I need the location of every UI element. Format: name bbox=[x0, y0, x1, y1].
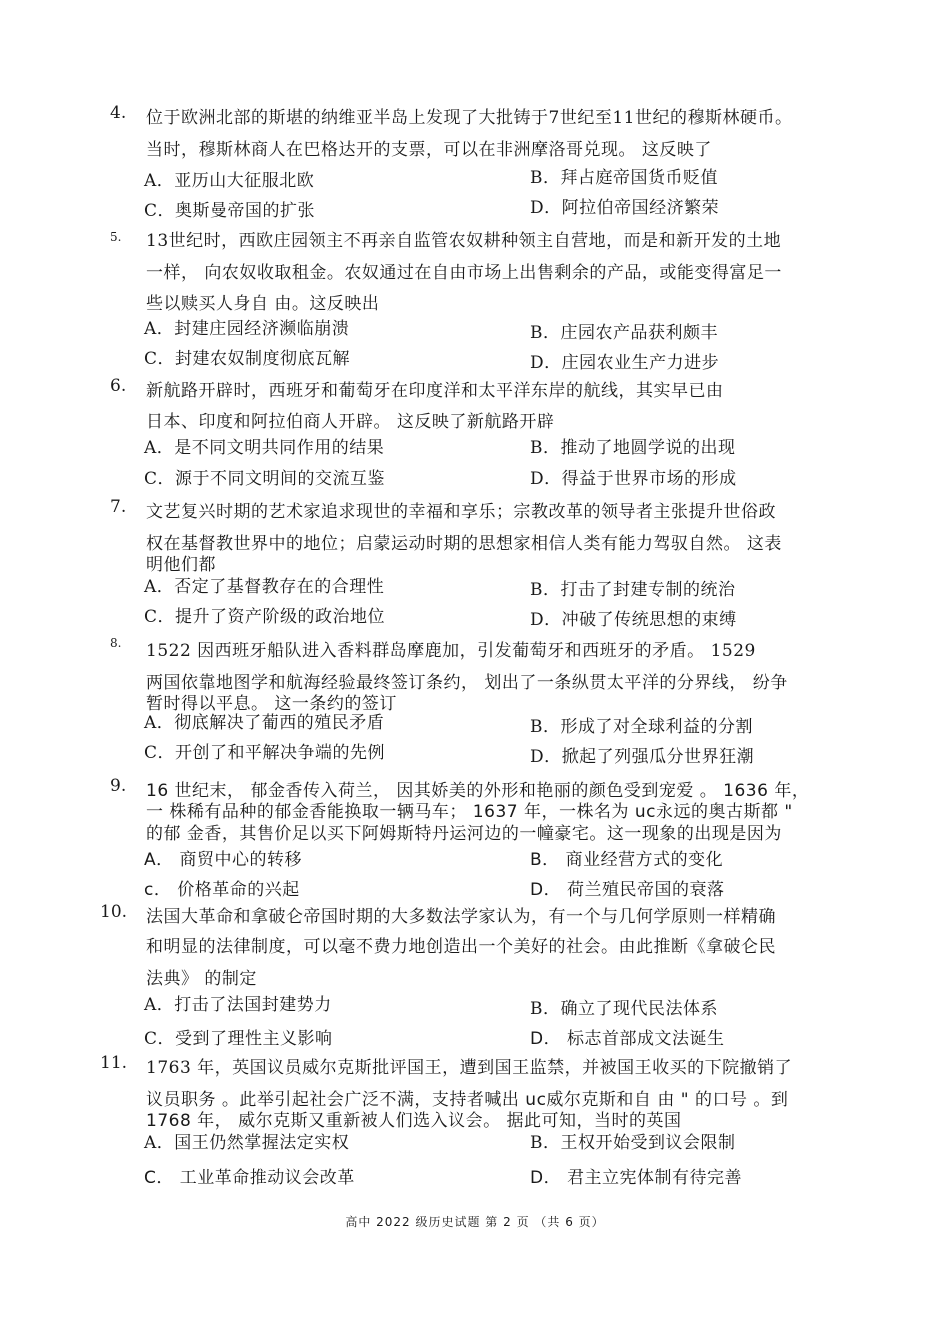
option-c[interactable]: C．源于不同文明间的交流互鉴 bbox=[144, 469, 386, 489]
page-footer: 高中 2022 级历史试题 第 2 页 （共 6 页） bbox=[345, 1215, 605, 1229]
question-text-line: 法典》 的制定 bbox=[146, 969, 257, 989]
question-text-line: 位于欧洲北部的斯堪的纳维亚半岛上发现了大批铸于7世纪至11世纪的穆斯林硬币。 bbox=[146, 108, 793, 128]
question-text-line: 当时，穆斯林商人在巴格达开的支票，可以在非洲摩洛哥兑现。 这反映了 bbox=[146, 140, 712, 160]
question-text-line: 16 世纪末， 郁金香传入荷兰， 因其娇美的外形和艳丽的颜色受到宠爱 。 1636 年， bbox=[146, 781, 810, 801]
option-a[interactable]: A．国王仍然掌握法定实权 bbox=[144, 1133, 350, 1153]
question-text-line: 1768 年， 威尔克斯又重新被人们选入议会。 据此可知，当时的英国 bbox=[146, 1111, 682, 1131]
option-d[interactable]: D．庄园农业生产力进步 bbox=[530, 353, 720, 373]
option-b[interactable]: B．庄园农产品获利颇丰 bbox=[530, 323, 718, 343]
question-text-line: 13世纪时，西欧庄园领主不再亲自监管农奴耕种领主自营地，而是和新开发的土地 bbox=[146, 231, 782, 251]
question-number: 5. bbox=[110, 230, 122, 244]
option-a[interactable]: A．亚历山大征服北欧 bbox=[144, 171, 315, 191]
question-text-line: 文艺复兴时期的艺术家追求现世的幸福和享乐；宗教改革的领导者主张提升世俗政 bbox=[146, 502, 776, 522]
option-a[interactable]: A．否定了基督教存在的合理性 bbox=[144, 577, 385, 597]
option-c[interactable]: C．封建农奴制度彻底瓦解 bbox=[144, 349, 351, 369]
option-d[interactable]: D． 荷兰殖民帝国的衰落 bbox=[530, 880, 725, 900]
option-b[interactable]: B．确立了现代民法体系 bbox=[530, 999, 718, 1019]
option-c[interactable]: C．提升了资产阶级的政治地位 bbox=[144, 607, 386, 627]
question-text-line: 权在基督教世界中的地位；启蒙运动时期的思想家相信人类有能力驾驭自然。 这表 bbox=[146, 534, 782, 554]
question-text-line: 两国依靠地图学和航海经验最终签订条约， 划出了一条纵贯太平洋的分界线， 纷争 bbox=[146, 673, 788, 693]
option-a[interactable]: A． 商贸中心的转移 bbox=[144, 850, 303, 870]
question-text-line: 新航路开辟时，西班牙和葡萄牙在印度洋和太平洋东岸的航线，其实早已由 bbox=[146, 381, 724, 401]
question-text-line: 一样， 向农奴收取租金。农奴通过在自由市场上出售剩余的产品，或能变得富足一 bbox=[146, 263, 782, 283]
question-text-line: 和明显的法律制度，可以毫不费力地创造出一个美好的社会。由此推断《拿破仑民 bbox=[146, 937, 776, 957]
option-a[interactable]: A．打击了法国封建势力 bbox=[144, 995, 332, 1015]
question-text-line: 议员职务 。此举引起社会广泛不满，支持者喊出 uc威尔克斯和自 由 " 的口号 。到 bbox=[146, 1090, 789, 1110]
option-a[interactable]: A．彻底解决了葡西的殖民矛盾 bbox=[144, 713, 385, 733]
option-a[interactable]: A．是不同文明共同作用的结果 bbox=[144, 438, 385, 458]
option-c[interactable]: C．开创了和平解决争端的先例 bbox=[144, 743, 386, 763]
question-number: 8. bbox=[110, 636, 122, 650]
question-number: 6. bbox=[110, 376, 127, 396]
question-text-line: 1522 因西班牙船队进入香料群岛摩鹿加，引发葡萄牙和西班牙的矛盾。 1529 bbox=[146, 641, 756, 661]
option-d[interactable]: D．得益于世界市场的形成 bbox=[530, 469, 737, 489]
option-c[interactable]: c． 价格革命的兴起 bbox=[144, 880, 300, 900]
question-number: 11. bbox=[100, 1053, 128, 1073]
option-b[interactable]: B．推动了地圆学说的出现 bbox=[530, 438, 736, 458]
option-b[interactable]: B． 商业经营方式的变化 bbox=[530, 850, 724, 870]
option-d[interactable]: D． 君主立宪体制有待完善 bbox=[530, 1168, 742, 1188]
option-d[interactable]: D．冲破了传统思想的束缚 bbox=[530, 610, 737, 630]
question-text-line: 1763 年，英国议员威尔克斯批评国王，遭到国王监禁，并被国王收买的下院撤销了 bbox=[146, 1058, 793, 1078]
question-text-line: 的郁 金香，其售价足以买下阿姆斯特丹运河边的一幢豪宅。这一现象的出现是因为 bbox=[146, 824, 782, 844]
question-number: 9. bbox=[110, 776, 127, 796]
option-d[interactable]: D．掀起了列强瓜分世界狂潮 bbox=[530, 747, 755, 767]
option-b[interactable]: B．打击了封建专制的统治 bbox=[530, 580, 736, 600]
option-d[interactable]: D．阿拉伯帝国经济繁荣 bbox=[530, 198, 720, 218]
question-text-line: 日本、印度和阿拉伯商人开辟。 这反映了新航路开辟 bbox=[146, 412, 555, 432]
question-number: 4. bbox=[110, 103, 127, 123]
question-text-line: 些以赎买人身自 由。这反映出 bbox=[146, 294, 380, 314]
question-text-line: 明他们都 bbox=[146, 555, 216, 575]
question-text-line: 法国大革命和拿破仑帝国时期的大多数法学家认为，有一个与几何学原则一样精确 bbox=[146, 907, 776, 927]
option-d[interactable]: D． 标志首部成文法诞生 bbox=[530, 1029, 725, 1049]
option-b[interactable]: B．王权开始受到议会限制 bbox=[530, 1133, 736, 1153]
option-c[interactable]: C．受到了理性主义影响 bbox=[144, 1029, 333, 1049]
question-text-line: 暂时得以平息。 这一条约的签订 bbox=[146, 694, 397, 714]
option-b[interactable]: B．拜占庭帝国货币贬值 bbox=[530, 168, 718, 188]
option-a[interactable]: A．封建庄园经济濒临崩溃 bbox=[144, 319, 350, 339]
question-text-line: 一 株稀有品种的郁金香能换取一辆马车； 1637 年，一株名为 uc永远的奥古斯都 " bbox=[146, 802, 793, 822]
option-c[interactable]: C．奥斯曼帝国的扩张 bbox=[144, 201, 316, 221]
question-number: 10. bbox=[100, 902, 128, 922]
question-number: 7. bbox=[110, 497, 127, 517]
option-b[interactable]: B．形成了对全球利益的分割 bbox=[530, 717, 753, 737]
option-c[interactable]: C． 工业革命推动议会改革 bbox=[144, 1168, 355, 1188]
